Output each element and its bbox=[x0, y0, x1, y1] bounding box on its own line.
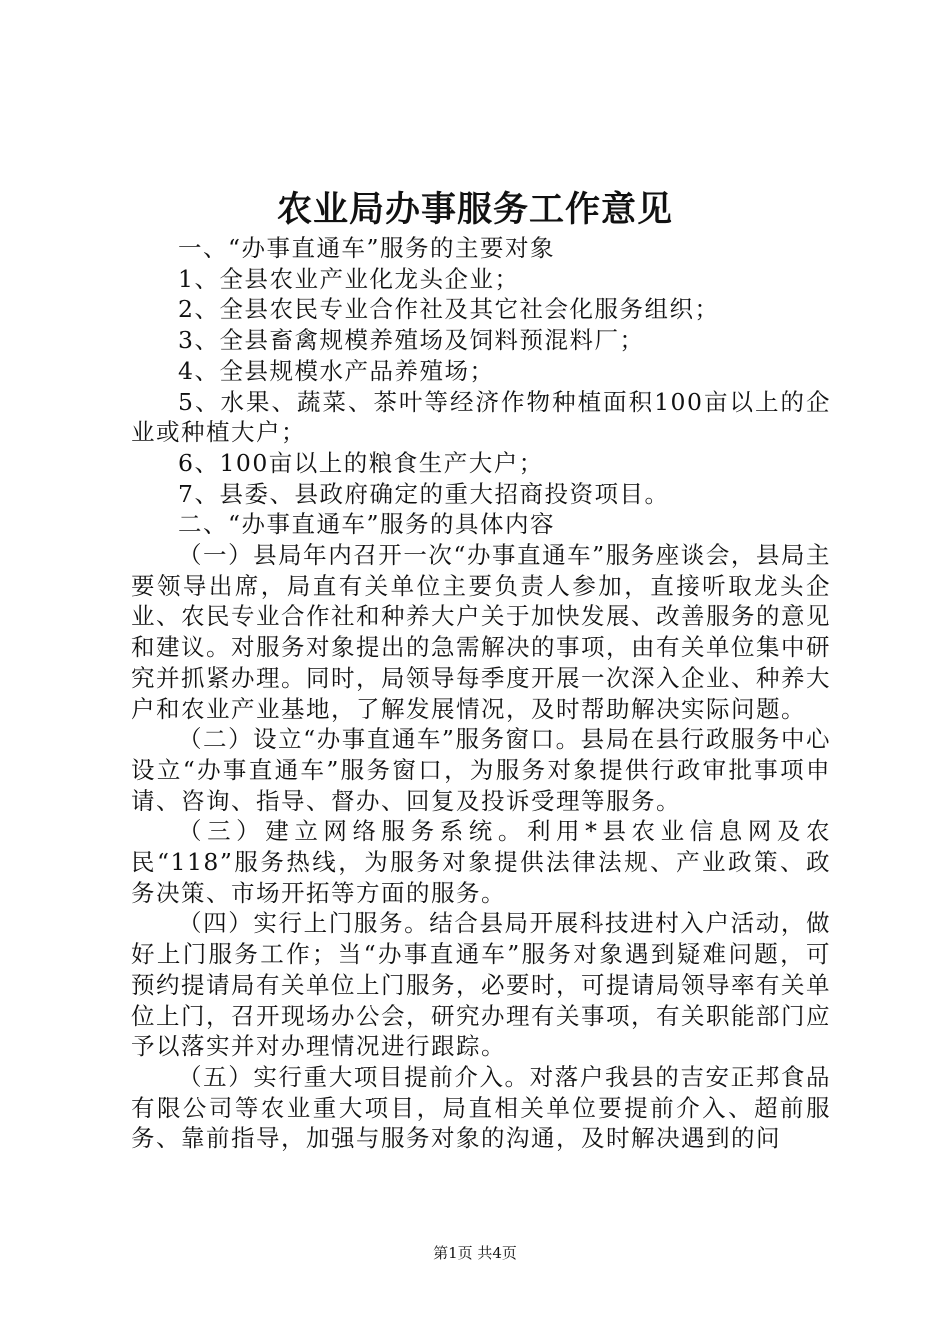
document-title: 农业局办事服务工作意见 bbox=[276, 189, 673, 230]
paragraph: 5、水果、蔬菜、茶叶等经济作物种植面积100亩以上的企业或种植大户； bbox=[131, 387, 831, 447]
paragraph: 4、全县规模水产品养殖场； bbox=[178, 356, 495, 385]
paragraph: 1、全县农业产业化龙头企业； bbox=[178, 264, 520, 293]
paragraph: 6、100亩以上的粮食生产大户； bbox=[178, 448, 544, 477]
paragraph: （四）实行上门服务。结合县局开展科技进村入户活动，做好上门服务工作；当“办事直通车”服务对象遇到疑难问题，可预约提请局有关单位上门服务，必要时，可提请局领导率有关单位上门，召开现场办公会，研究办理有关事项，有关职能部门应予以落实并对办理情况进行跟踪。 bbox=[131, 909, 831, 1061]
paragraph: （五）实行重大项目提前介入。对落户我县的吉安正邦食品有限公司等农业重大项目，局直相关单位要提前介入、超前服务、靠前指导，加强与服务对象的沟通，及时解决遇到的问 bbox=[131, 1062, 831, 1153]
paragraph: （一）县局年内召开一次“办事直通车”服务座谈会，县局主要领导出席，局直有关单位主要负责人参加，直接听取龙头企业、农民专业合作社和种养大户关于加快发展、改善服务的意见和建议。对服务对象提出的急需解决的事项，由有关单位集中研究并抓紧办理。同时，局领导每季度开展一次深入企业、种养大户和农业产业基地，了解发展情况，及时帮助解决实际问题。 bbox=[131, 541, 831, 723]
paragraph: （三）建立网络服务系统。利用*县农业信息网及农民“118”服务热线，为服务对象提供法律法规、产业政策、政务决策、市场开拓等方面的服务。 bbox=[131, 817, 831, 907]
paragraph: （二）设立“办事直通车”服务窗口。县局在县行政服务中心设立“办事直通车”服务窗口，为服务对象提供行政审批事项申请、咨询、指导、督办、回复及投诉受理等服务。 bbox=[131, 725, 831, 815]
paragraph: 7、县委、县政府确定的重大招商投资项目。 bbox=[178, 479, 670, 508]
paragraph: 一、“办事直通车”服务的主要对象 bbox=[178, 234, 556, 262]
paragraph: 2、全县农民专业合作社及其它社会化服务组织； bbox=[178, 295, 720, 324]
document-body bbox=[131, 233, 831, 1154]
paragraph: 二、“办事直通车”服务的具体内容 bbox=[178, 510, 556, 539]
page-footer: 第1页 共4页 bbox=[433, 1244, 517, 1262]
paragraph: 3、全县畜禽规模养殖场及饲料预混料厂； bbox=[178, 326, 645, 355]
